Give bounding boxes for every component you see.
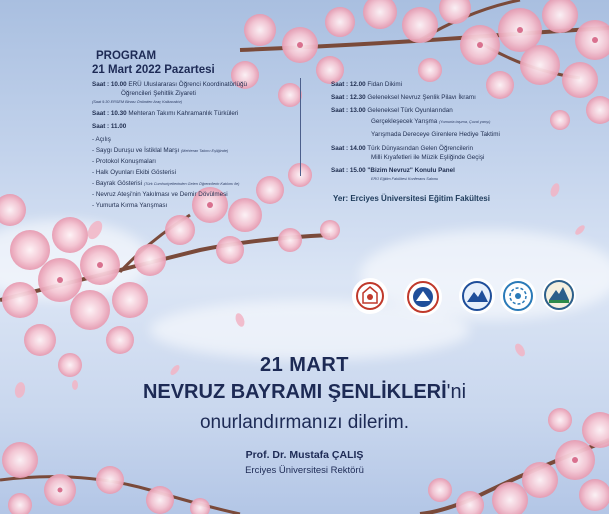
- headline-title: [0, 381, 609, 404]
- event-text: Gerçekleşecek Yarışma: [371, 118, 438, 125]
- event-text: Geleneksel Türk Oyunlarından: [367, 107, 453, 114]
- signature-name: Prof. Dr. Mustafa ÇALIŞ: [245, 449, 364, 461]
- event-text: Mehteran Takımı Kahramanlık Türküleri: [128, 110, 239, 117]
- headline-date: 21 MART: [259, 354, 350, 376]
- time-label: Saat : 10.30: [92, 110, 127, 117]
- event-text: Öğrencileri Şehitlik Ziyareti: [121, 90, 196, 97]
- event-note: (Saat 9.30 ERSEM Binası Önünden Araç Kalkacaktır): [92, 100, 183, 104]
- event-note: (Yumurta taşıma, Çuval yarışı): [439, 120, 491, 124]
- time-label: Saat : 14.00: [331, 145, 366, 152]
- event-text: - Yumurta Kırma Yarışması: [92, 202, 168, 209]
- headline-invitation: onurlandırmanızı dilerim.: [199, 412, 410, 433]
- event-text: Yarışmada Dereceye Girenlere Hediye Taktimi: [371, 131, 500, 138]
- program-title: PROGRAM: [96, 50, 157, 62]
- kayseri-logo: [500, 278, 536, 314]
- event-text: - Protokol Konuşmaları: [92, 158, 157, 165]
- event-text: - Açılış: [92, 136, 111, 143]
- erciyes-university-logo: [404, 278, 442, 316]
- time-label: Saat : 12.00: [331, 81, 366, 88]
- event-text: Türk Dünyasından Gelen Öğrencilerin: [367, 145, 473, 152]
- time-label: Saat : 15.00: [331, 167, 366, 174]
- event-note: ERÜ Eğitim Fakültesi Konferans Salonu: [371, 177, 439, 181]
- headline-title-suffix: 'ni: [446, 381, 467, 403]
- event-text: Fidan Dikimi: [367, 81, 403, 88]
- melikgazi-logo: [459, 278, 495, 314]
- event-text: Milli Kıyafetleri ile Müzik Eşliğinde Geçişi: [371, 154, 485, 161]
- event-text: ERÜ Uluslararası Öğrenci Koordinatörlüğü: [128, 81, 248, 88]
- program-date: 21 Mart 2022 Pazartesi: [92, 64, 215, 76]
- venue-label: Yer: Erciyes Üniversitesi Eğitim Fakültesi: [333, 194, 490, 203]
- time-label: Saat : 13.00: [331, 107, 366, 114]
- signature-title: Erciyes Üniversitesi Rektörü: [245, 465, 364, 476]
- event-text: - Bayrak Gösterisi: [92, 180, 143, 187]
- ministry-logo: [352, 278, 388, 314]
- time-label: Saat : 10.00: [92, 81, 127, 88]
- event-text: Geleneksel Nevruz Şenlik Pilavı İkramı: [367, 94, 476, 101]
- event-note: (Mehteran Takımı Eşliğinde): [180, 149, 229, 153]
- municipality-logo: [542, 278, 576, 312]
- event-text: - Nevruz Ateşi'nin Yakılması ve Demir Dövülmesi: [92, 191, 228, 198]
- event-text: - Saygı Duruşu ve İstiklal Marşı: [92, 147, 180, 154]
- column-divider: [300, 78, 301, 176]
- headline-title-bold: NEVRUZ BAYRAMI ŞENLİKLERİ: [142, 381, 447, 403]
- event-text: - Halk Oyunları Ekibi Gösterisi: [92, 169, 176, 176]
- event-note: (Türk Cumhuriyetlerinden Gelen Öğrencilerin Katılımı ile): [143, 182, 240, 186]
- event-text: "Bizim Nevruz" Konulu Panel: [367, 167, 455, 174]
- time-label: Saat : 11.00: [92, 123, 127, 130]
- time-label: Saat : 12.30: [331, 94, 366, 101]
